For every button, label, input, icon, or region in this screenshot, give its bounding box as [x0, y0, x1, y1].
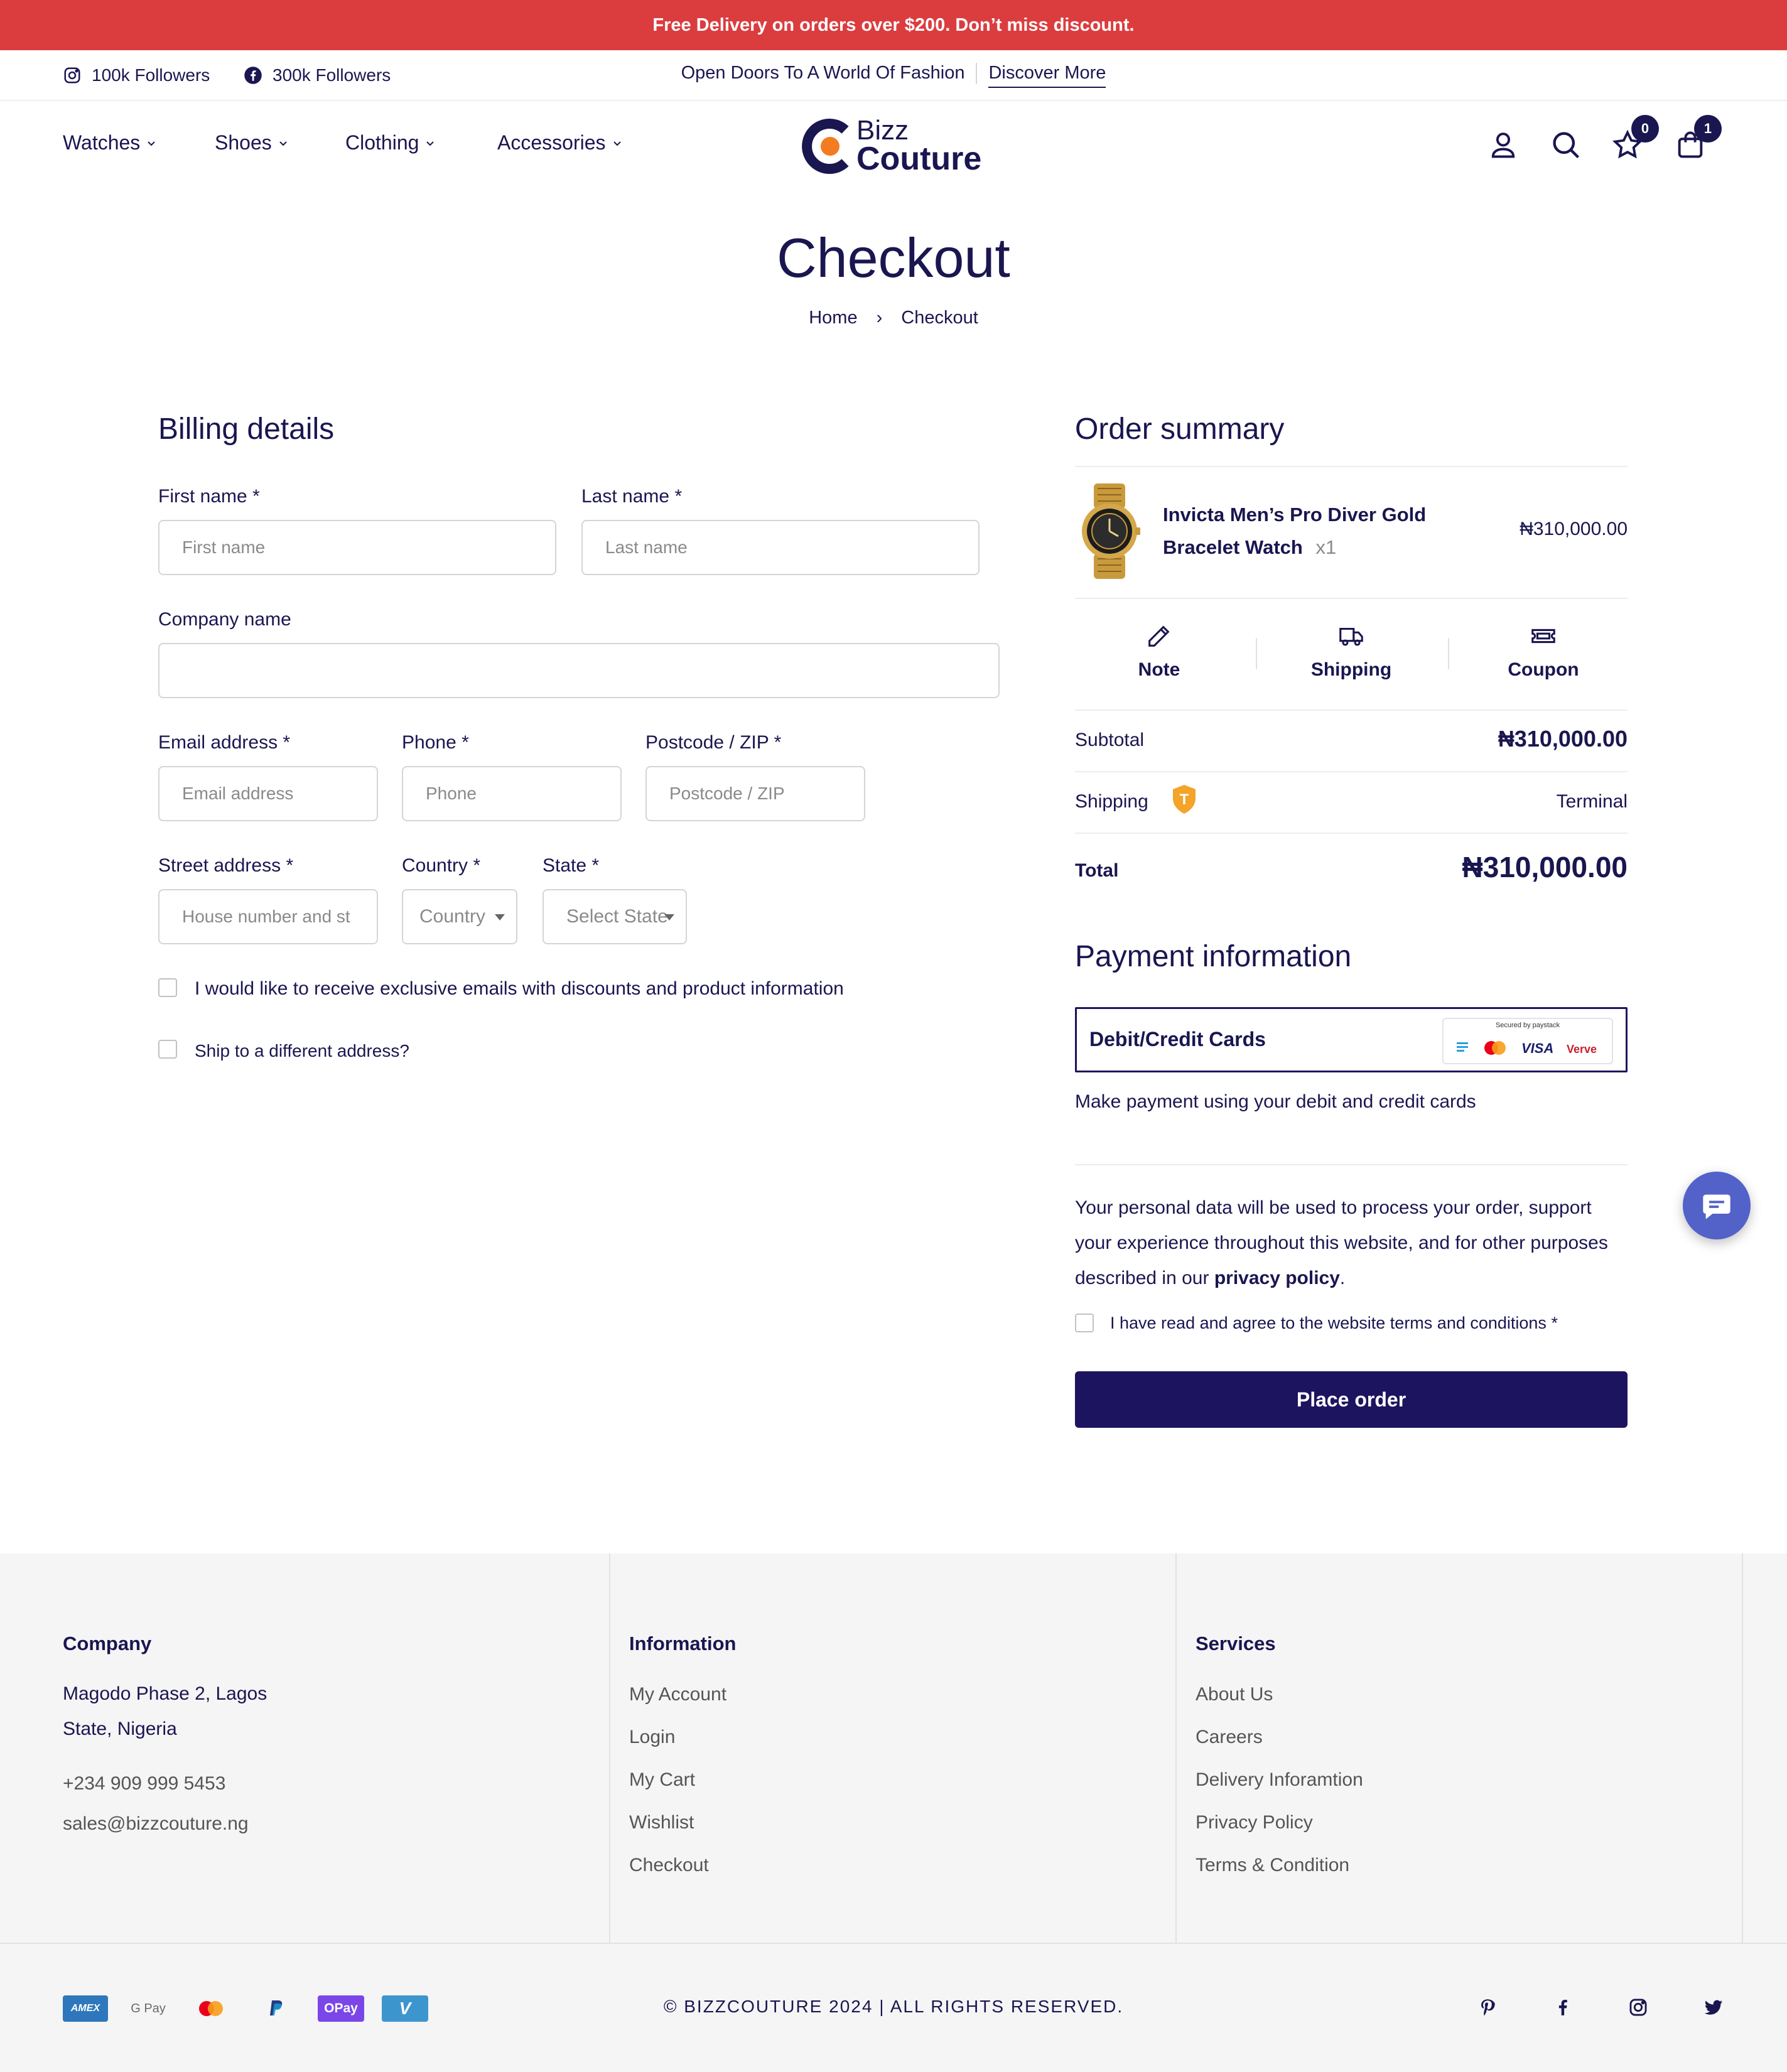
postcode-label: Postcode / ZIP *	[645, 732, 782, 753]
page-title: Checkout	[777, 227, 1010, 289]
delivery-truck-icon	[1337, 622, 1366, 650]
footer-phone[interactable]: +234 909 999 5453	[63, 1773, 226, 1794]
shipping-label: Shipping	[1075, 791, 1148, 812]
main-header	[0, 101, 1787, 189]
billing-heading: Billing details	[158, 413, 335, 446]
nav-accessories[interactable]	[497, 131, 622, 154]
terms-label: I have read and agree to the website terms and conditions *	[1110, 1314, 1558, 1332]
topbar-divider	[976, 63, 977, 84]
product-quantity: x1	[1315, 536, 1337, 558]
order-summary-heading: Order summary	[1075, 413, 1285, 446]
discover-more-link[interactable]: Discover More	[988, 63, 1106, 88]
nav-shoes[interactable]	[215, 131, 288, 154]
email-label: Email address *	[158, 732, 291, 753]
nav-clothing[interactable]	[345, 131, 435, 154]
breadcrumb-home[interactable]: Home	[809, 308, 858, 328]
site-logo[interactable]	[799, 114, 987, 176]
first-name-label: First name *	[158, 486, 260, 507]
footer-link-careers[interactable]: Careers	[1196, 1727, 1263, 1747]
option-divider	[1256, 638, 1257, 669]
account-button[interactable]	[1487, 129, 1520, 161]
logo-word-couture: Couture	[856, 141, 982, 177]
nav-shoes-label: Shoes	[215, 131, 272, 154]
venmo-icon: V	[382, 1995, 428, 2022]
dropdown-caret-icon	[664, 914, 674, 920]
subtotal-label: Subtotal	[1075, 730, 1145, 750]
facebook-icon	[1552, 1997, 1574, 2018]
street-address-field[interactable]: House number and st	[158, 889, 378, 944]
place-order-button[interactable]: Place order	[1075, 1371, 1628, 1428]
user-icon	[1487, 129, 1520, 161]
twitter-link[interactable]	[1703, 1997, 1724, 2018]
first-name-field[interactable]: First name	[158, 520, 556, 575]
footer-company-heading: Company	[63, 1632, 152, 1654]
terms-checkbox[interactable]	[1075, 1314, 1094, 1332]
footer-bottom-divider	[0, 1943, 1787, 1944]
product-thumbnail[interactable]	[1075, 481, 1144, 581]
pencil-icon	[1145, 622, 1174, 650]
phone-field[interactable]: Phone	[402, 766, 622, 821]
logo-word-bizz: Bizz	[856, 115, 909, 146]
dropdown-caret-icon	[495, 914, 505, 920]
product-price: ₦310,000.00	[1520, 519, 1628, 539]
wishlist-button[interactable]	[1611, 121, 1649, 161]
instagram-followers-text: 100k Followers	[92, 65, 210, 85]
postcode-field[interactable]: Postcode / ZIP	[645, 766, 865, 821]
footer-link-login[interactable]: Login	[629, 1727, 676, 1747]
footer-link-terms[interactable]: Terms & Condition	[1196, 1855, 1350, 1875]
divider	[1075, 1164, 1628, 1165]
divider	[1075, 598, 1628, 599]
search-button[interactable]	[1550, 129, 1582, 161]
footer-email[interactable]: sales@bizzcouture.ng	[63, 1813, 249, 1834]
announcement-text: Free Delivery on orders over $200. Don’t miss discount.	[652, 14, 1135, 35]
footer-information-heading: Information	[629, 1632, 737, 1654]
subtotal-value: ₦310,000.00	[1498, 726, 1628, 752]
wishlist-count-badge: 0	[1631, 115, 1659, 143]
opay-icon: OPay	[318, 1995, 364, 2022]
logo-mark-icon	[799, 114, 855, 176]
chat-bubble-icon	[1700, 1189, 1733, 1222]
breadcrumb-current: Checkout	[901, 308, 978, 328]
announcement-bar	[0, 0, 1787, 50]
street-address-label: Street address *	[158, 855, 294, 876]
amex-icon: AMEX	[63, 1995, 108, 2022]
payment-method-label: Debit/Credit Cards	[1089, 1028, 1266, 1050]
top-bar	[0, 50, 1787, 101]
payment-heading: Payment information	[1075, 940, 1352, 973]
country-label: Country *	[402, 855, 481, 876]
divider	[1075, 710, 1628, 711]
nav-clothing-label: Clothing	[345, 131, 419, 154]
footer-link-checkout[interactable]: Checkout	[629, 1855, 709, 1875]
privacy-notice: Your personal data will be used to process your order, support your experience throughout this website, and for other purposes described in our privacy policy.	[1075, 1197, 1608, 1288]
svg-text:T: T	[1179, 791, 1189, 808]
last-name-label: Last name *	[581, 486, 683, 507]
google-pay-icon: G Pay	[126, 1995, 171, 2022]
total-value: ₦310,000.00	[1462, 851, 1628, 883]
coupon-option[interactable]: Coupon	[1481, 622, 1606, 681]
footer-column-divider	[1175, 1553, 1177, 1943]
shipping-option[interactable]: Shipping	[1288, 622, 1414, 681]
secured-by-paystack-text: Secured by paystack	[1495, 1022, 1560, 1029]
footer-link-about-us[interactable]: About Us	[1196, 1684, 1273, 1705]
email-field[interactable]: Email address	[158, 766, 378, 821]
chevron-down-icon	[146, 138, 156, 148]
nav-watches-label: Watches	[63, 131, 141, 154]
shipping-value: Terminal	[1556, 791, 1628, 812]
state-select[interactable]: Select State	[543, 889, 687, 944]
paystack-badge	[1442, 1018, 1613, 1064]
company-name-field[interactable]	[158, 643, 1000, 698]
ship-different-label: Ship to a different address?	[195, 1041, 409, 1060]
divider	[1075, 833, 1628, 834]
terminal-shield-icon	[1170, 784, 1198, 815]
footer-link-my-cart[interactable]: My Cart	[629, 1769, 695, 1790]
newsletter-label: I would like to receive exclusive emails with discounts and product information	[195, 978, 844, 999]
footer-address: Magodo Phase 2, Lagos State, Nigeria	[63, 1683, 267, 1739]
total-label: Total	[1075, 860, 1119, 881]
option-divider	[1448, 638, 1449, 669]
footer-link-my-account[interactable]: My Account	[629, 1684, 727, 1705]
newsletter-checkbox[interactable]	[158, 978, 177, 997]
footer-link-wishlist[interactable]: Wishlist	[629, 1812, 694, 1833]
copyright-text: © BIZZCOUTURE 2024 | ALL RIGHTS RESERVED.	[663, 1997, 1124, 2016]
watch-image	[1075, 481, 1144, 581]
twitter-icon	[1703, 1997, 1724, 2018]
pinterest-link[interactable]	[1477, 1997, 1498, 2018]
payment-description: Make payment using your debit and credit cards	[1075, 1091, 1476, 1112]
product-name[interactable]: Invicta Men’s Pro Diver Gold Bracelet Watch x1	[1163, 504, 1427, 558]
divider	[1075, 466, 1628, 467]
phone-label: Phone *	[402, 732, 469, 753]
topbar-promo	[0, 63, 1787, 84]
chat-button[interactable]	[1683, 1172, 1751, 1239]
footer-column-divider	[609, 1553, 610, 1943]
chevron-down-icon	[612, 138, 622, 148]
nav-watches[interactable]	[63, 131, 156, 154]
divider	[1075, 771, 1628, 772]
instagram-icon	[1628, 1997, 1649, 2018]
breadcrumb	[0, 308, 1787, 328]
search-icon	[1550, 129, 1582, 161]
footer-column-divider	[1742, 1553, 1743, 1943]
visa-icon: VISA	[1521, 1040, 1554, 1056]
ship-different-checkbox[interactable]	[158, 1040, 177, 1059]
company-name-label: Company name	[158, 609, 291, 630]
chevron-down-icon	[425, 138, 435, 148]
cart-button[interactable]	[1674, 121, 1712, 161]
footer	[0, 1553, 1787, 2072]
facebook-followers-text: 300k Followers	[273, 65, 391, 85]
topbar-tagline: Open Doors To A World Of Fashion	[681, 63, 965, 83]
nav-accessories-label: Accessories	[497, 131, 606, 154]
state-label: State *	[543, 855, 600, 876]
payment-method-option[interactable]	[1075, 1007, 1628, 1072]
privacy-policy-link[interactable]: privacy policy	[1214, 1268, 1340, 1288]
footer-link-privacy-policy[interactable]: Privacy Policy	[1196, 1812, 1313, 1833]
country-select[interactable]: Country	[402, 889, 517, 944]
paystack-logo-icon	[1455, 1040, 1471, 1055]
footer-services-heading: Services	[1196, 1632, 1276, 1654]
pinterest-icon	[1477, 1997, 1498, 2018]
footer-link-delivery-information[interactable]: Delivery Inforamtion	[1196, 1769, 1363, 1790]
chevron-down-icon	[278, 138, 288, 148]
breadcrumb-separator: ›	[876, 308, 883, 328]
note-option[interactable]: Note	[1096, 622, 1222, 681]
last-name-field[interactable]: Last name	[581, 520, 980, 575]
ticket-icon	[1529, 622, 1558, 650]
instagram-link[interactable]	[1628, 1997, 1649, 2018]
cart-count-badge: 1	[1694, 115, 1722, 143]
facebook-link[interactable]	[1552, 1997, 1574, 2018]
verve-icon: Verve	[1567, 1043, 1597, 1055]
mastercard-icon	[1482, 1039, 1508, 1057]
